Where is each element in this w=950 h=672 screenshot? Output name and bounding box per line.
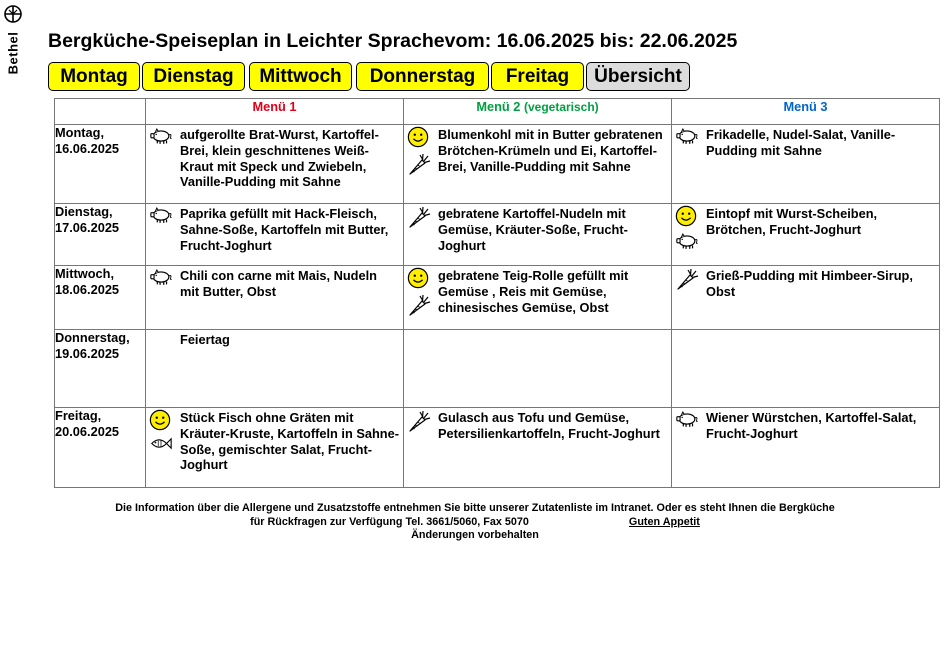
tab-freitag[interactable]: Freitag: [491, 62, 584, 91]
smiley-icon: [407, 126, 431, 150]
carrot-icon: [407, 152, 431, 176]
meal-icons: [149, 126, 177, 152]
pig-icon: [149, 126, 173, 150]
meal-text: aufgerollte Brat-Wurst, Kartoffel-Brei, klein geschnittenes Weiß-Kraut mit Speck und Zwiebeln, Vanille-Pudding mit Sahne: [180, 127, 379, 190]
pig-icon: [675, 409, 699, 433]
day-cell: Freitag, 20.06.2025: [55, 408, 146, 488]
footer-contact: für Rückfragen zur Verfügung Tel. 3661/5060, Fax 5070: [250, 515, 529, 528]
menu-1-cell: [146, 125, 404, 204]
meal-text: Blumenkohl mit in Butter gebratenen Brötchen-Krümeln und Ei, Kartoffel-Brei, Vanille-Pudding mit Sahne: [438, 127, 663, 174]
meal-icons: [407, 126, 435, 178]
table-row: [55, 330, 940, 408]
header-empty-cell: [55, 99, 146, 125]
menu-1-cell: [146, 408, 404, 488]
meal-icons: [149, 205, 177, 231]
menu-2-cell: [404, 330, 672, 408]
meal-text: [404, 330, 671, 332]
bethel-logo: [3, 4, 25, 76]
tab-mittwoch[interactable]: Mittwoch: [249, 62, 352, 91]
footer-line-2: [0, 516, 950, 530]
meal-icons: [675, 267, 703, 293]
meal-text: Frikadelle, Nudel-Salat, Vanille-Pudding mit Sahne: [706, 127, 896, 158]
page-title: Bergküche-Speiseplan in Leichter Sprachevom: 16.06.2025 bis: 22.06.2025: [48, 30, 738, 52]
menu-1-cell: [146, 266, 404, 330]
pig-icon: [675, 231, 699, 255]
pig-icon: [675, 126, 699, 150]
header-menu-2: [404, 99, 672, 125]
menu-3-cell: [672, 266, 940, 330]
carrot-icon: [407, 205, 431, 229]
guten-appetit-link[interactable]: Guten Appetit: [628, 515, 700, 528]
meal-icons: [149, 409, 177, 461]
table-row: [55, 204, 940, 266]
meal-icons: [407, 409, 435, 435]
day-cell: Donnerstag, 19.06.2025: [55, 330, 146, 408]
meal-text: Wiener Würstchen, Kartoffel-Salat, Frucht-Joghurt: [706, 410, 917, 441]
header-menu-1: Menü 1: [146, 99, 404, 125]
meal-icons: [407, 205, 435, 231]
smiley-icon: [407, 267, 431, 291]
fish-icon: [149, 435, 173, 459]
meal-text: Grieß-Pudding mit Himbeer-Sirup, Obst: [706, 268, 913, 299]
footer-line-3: Änderungen vorbehalten: [411, 529, 539, 541]
pig-icon: [149, 267, 173, 291]
table-row: [55, 408, 940, 488]
day-cell: Dienstag, 17.06.2025: [55, 204, 146, 266]
menu-2-cell: [404, 408, 672, 488]
tab-uebersicht[interactable]: Übersicht: [586, 62, 690, 91]
table-row: [55, 266, 940, 330]
footer-line-1: Die Information über die Allergene und Zusatzstoffe entnehmen Sie bitte unserer Zutatenliste im Intranet. Oder es steht Ihnen die Bergküche: [115, 502, 835, 514]
meal-text: [672, 330, 939, 332]
menu-1-cell: [146, 330, 404, 408]
menu-1-cell: [146, 204, 404, 266]
day-cell: Montag, 16.06.2025: [55, 125, 146, 204]
bethel-emblem-icon: [3, 4, 23, 26]
footer-note: [0, 502, 950, 543]
day-cell: Mittwoch, 18.06.2025: [55, 266, 146, 330]
meal-text: Feiertag: [180, 332, 230, 347]
menu-2-cell: [404, 204, 672, 266]
meal-text: gebratene Kartoffel-Nudeln mit Gemüse, Kräuter-Soße, Frucht-Joghurt: [438, 206, 628, 253]
carrot-icon: [675, 267, 699, 291]
menu-3-cell: [672, 408, 940, 488]
meal-text: gebratene Teig-Rolle gefüllt mit Gemüse , Reis mit Gemüse, chinesisches Gemüse, Obst: [438, 268, 629, 315]
menu-3-cell: [672, 330, 940, 408]
carrot-icon: [407, 293, 431, 317]
menu-table: [54, 98, 940, 488]
tab-donnerstag[interactable]: Donnerstag: [356, 62, 489, 91]
meal-text: Chili con carne mit Mais, Nudeln mit Butter, Obst: [180, 268, 377, 299]
menu-3-cell: [672, 125, 940, 204]
smiley-icon: [149, 409, 173, 433]
meal-text: Paprika gefüllt mit Hack-Fleisch, Sahne-Soße, Kartoffeln mit Butter, Frucht-Joghurt: [180, 206, 389, 253]
header-menu-3: Menü 3: [672, 99, 940, 125]
meal-icons: [675, 409, 703, 435]
carrot-icon: [407, 409, 431, 433]
brand-name: Bethel: [5, 31, 21, 75]
table-header-row: [55, 99, 940, 125]
meal-icons: [675, 205, 703, 257]
pig-icon: [149, 205, 173, 229]
tab-dienstag[interactable]: Dienstag: [142, 62, 245, 91]
meal-icons: [675, 126, 703, 152]
menu-3-cell: [672, 204, 940, 266]
header-menu-2-note: (vegetarisch): [523, 100, 599, 114]
menu-2-cell: [404, 125, 672, 204]
header-menu-2-label: Menü 2: [476, 99, 521, 114]
meal-icons: [407, 267, 435, 319]
menu-2-cell: [404, 266, 672, 330]
table-row: [55, 125, 940, 204]
meal-text: Gulasch aus Tofu und Gemüse, Petersilienkartoffeln, Frucht-Joghurt: [438, 410, 660, 441]
meal-text: Stück Fisch ohne Gräten mit Kräuter-Kruste, Kartoffeln in Sahne-Soße, gemischter Salat, Frucht-Joghurt: [180, 410, 399, 473]
smiley-icon: [675, 205, 699, 229]
meal-text: Eintopf mit Wurst-Scheiben, Brötchen, Frucht-Joghurt: [706, 206, 878, 237]
tab-montag[interactable]: Montag: [48, 62, 140, 91]
meal-icons: [149, 267, 177, 293]
